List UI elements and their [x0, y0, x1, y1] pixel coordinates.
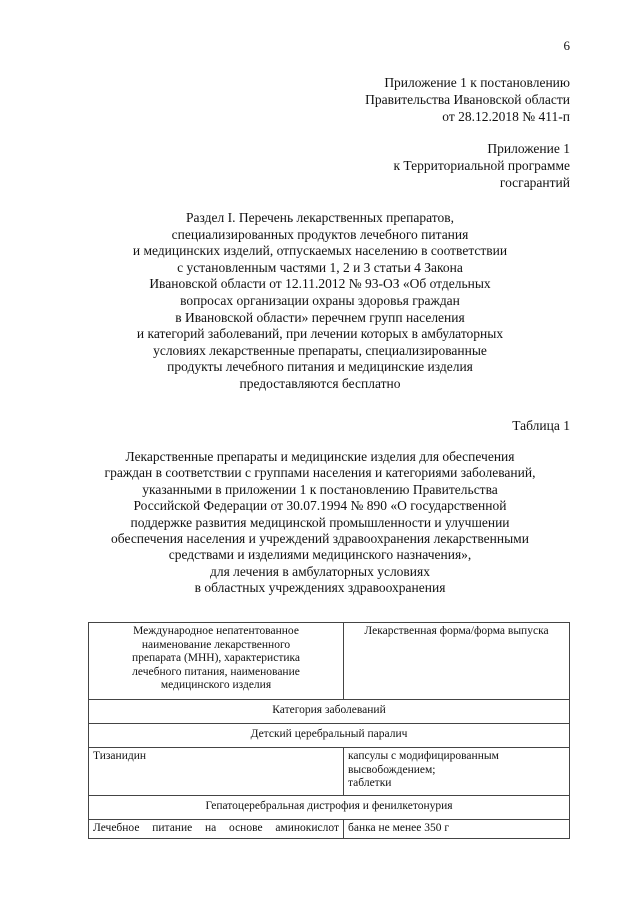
table-label: Таблица 1: [512, 418, 570, 433]
table-row: [89, 748, 570, 796]
table-title-line: Лекарственные препараты и медицинские изделия для обеспечения: [125, 449, 515, 464]
medications-table: [88, 622, 570, 839]
category-header-cell: Категория заболеваний: [89, 700, 570, 724]
section-title-line: и категорий заболеваний, при лечении которых в амбулаторных: [136, 326, 504, 342]
table-title-line: обеспечения населения и учреждений здравоохранения лекарственными: [111, 531, 529, 547]
drug-name-cell: Тизанидин: [89, 748, 344, 796]
section-title-line: Ивановской области от 12.11.2012 № 93-ОЗ «Об отдельных: [149, 276, 491, 292]
table-title-line: поддержке развития медицинской промышленности и улучшении: [130, 514, 510, 530]
header-cell-name-line: наименование лекарственного: [141, 638, 291, 651]
appendix-sub-line: Приложение 1: [487, 141, 570, 156]
page-number: 6: [563, 38, 570, 53]
drug-form-line: банка не менее 350 г: [348, 822, 450, 834]
category-cell: Гепатоцеребральная дистрофия и фенилкетонурия: [89, 796, 570, 820]
section-title-line: и медицинских изделий, отпускаемых населению в соответствии: [132, 243, 508, 259]
section-title-line: вопросах организации охраны здоровья граждан: [180, 292, 460, 308]
table-title-line: указанными в приложении 1 к постановлению Правительства: [142, 481, 498, 497]
section-title-line: условиях лекарственные препараты, специализированные: [153, 342, 487, 358]
section-title: [60, 210, 580, 393]
appendix-sub: [394, 140, 571, 191]
section-title-line: с установленным частями 1, 2 и 3 статьи 4 Закона: [177, 259, 463, 275]
category-row: [89, 796, 570, 820]
table-title-line: Российской Федерации от 30.07.1994 № 890 «О государственной: [133, 498, 507, 514]
appendix-header-line: Приложение 1 к постановлению: [384, 75, 570, 90]
appendix-sub-line: к Территориальной программе: [393, 158, 570, 173]
section-title-line: в Ивановской области» перечнем групп населения: [175, 309, 465, 325]
table-header-row: [89, 623, 570, 700]
category-row: [89, 724, 570, 748]
drug-form-line: высвобождением;: [348, 763, 436, 776]
header-cell-name-line: Международное непатентованное: [133, 625, 299, 637]
table-row: [89, 820, 570, 839]
appendix-sub-line: госгарантий: [499, 175, 570, 190]
table-title-line: средствами и изделиями медицинского назначения»,: [168, 547, 472, 563]
category-cell: Детский церебральный паралич: [89, 724, 570, 748]
table-title: [60, 449, 580, 597]
section-title-line: Раздел I. Перечень лекарственных препаратов,: [186, 210, 454, 225]
category-header-row: [89, 700, 570, 724]
header-cell-name: [89, 623, 344, 700]
section-title-line: предоставляются бесплатно: [239, 375, 401, 391]
header-cell-name-line: лечебного питания, наименование: [132, 665, 300, 678]
section-title-line: специализированных продуктов лечебного питания: [171, 226, 469, 242]
table-title-line: для лечения в амбулаторных условиях: [209, 563, 430, 579]
drug-form-cell: [344, 748, 570, 796]
drug-form-line: капсулы с модифицированным: [348, 750, 499, 762]
drug-form-line: таблетки: [348, 777, 392, 789]
appendix-header: [365, 74, 570, 125]
drug-form-cell: [344, 820, 570, 839]
header-cell-name-line: препарата (МНН), характеристика: [131, 652, 301, 664]
appendix-header-line: от 28.12.2018 № 411-п: [442, 109, 570, 124]
header-cell-name-line: медицинского изделия: [160, 679, 272, 691]
header-cell-form: Лекарственная форма/форма выпуска: [344, 623, 570, 700]
table-title-line: в областных учреждениях здравоохранения: [194, 580, 446, 596]
drug-name-cell: Лечебное питание на основе аминокислот: [89, 820, 344, 839]
section-title-line: продукты лечебного питания и медицинские изделия: [167, 359, 473, 375]
appendix-header-line: Правительства Ивановской области: [365, 92, 570, 107]
table-title-line: граждан в соответствии с группами населения и категориями заболеваний,: [104, 465, 536, 481]
